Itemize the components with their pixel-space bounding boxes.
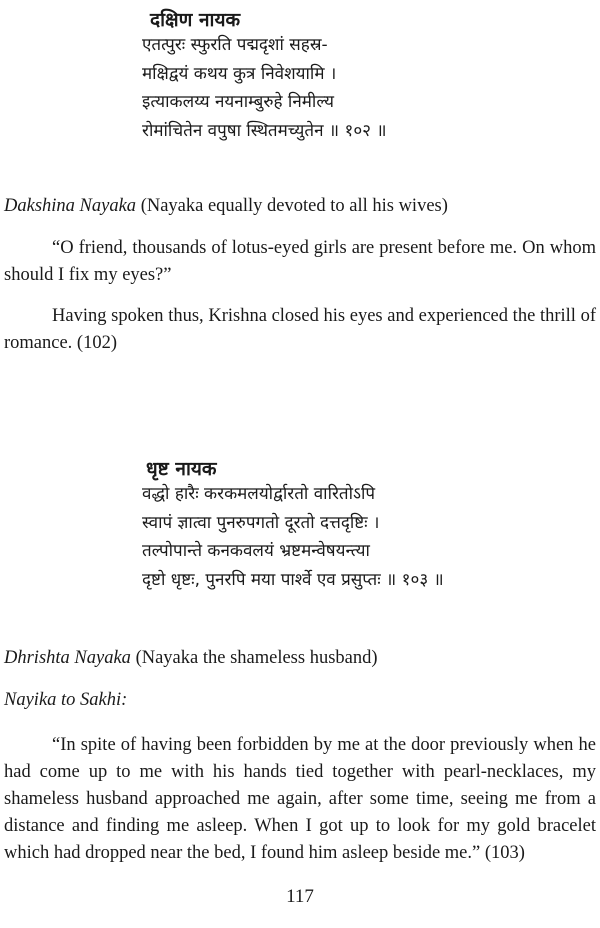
verse2-text <box>142 480 444 594</box>
verse1-title: दक्षिण नायक <box>150 9 241 31</box>
verse2-line: दृष्टो धृष्टः, पुनरपि मया पार्श्वे एव प्रसुप्तः ॥ १०३ ॥ <box>142 569 444 590</box>
page-number: 117 <box>286 886 314 907</box>
verse1-line: इत्याकलय्य नयनाम्बुरुहे निमील्य <box>142 92 334 112</box>
section2-heading-desc: (Nayaka the shameless husband) <box>130 648 378 668</box>
section1-heading <box>4 193 596 220</box>
verse2-line: स्वापं ज्ञात्वा पुनरुपगतो दूरतो दत्तदृष्टिः । <box>142 512 380 533</box>
section1-heading-title: Dakshina Nayaka <box>4 196 137 216</box>
verse1-line: मक्षिद्वयं कथय कुत्र निवेशयामि । <box>142 63 337 84</box>
verse1-line: एतत्पुरः स्फुरति पद्मदृशां सहस्र- <box>142 35 328 55</box>
section2-heading <box>4 645 596 672</box>
verse2-line: तल्पोपान्ते कनकवलयं भ्रष्टमन्वेषयन्त्या <box>142 541 370 561</box>
section1-para1: “O friend, thousands of lotus-eyed girls are present before me. On whom should I fix my eyes?” <box>4 238 596 285</box>
verse1-line: रोमांचितेन वपुषा स्थितमच्युतेन ॥ १०२ ॥ <box>142 120 387 141</box>
section2-para: “In spite of having been forbidden by me at the door previously when he had come up to me with his hands tied together with pearl-necklaces, my shameless husband approached me again, after some time, seeing me from a distance and finding me asleep. When I got up to look for my gold bracelet which had dropped near the bed, I found him asleep beside me.” (103) <box>4 735 596 863</box>
verse2-line: वद्धो हारैः करकमलयोर्द्वारतो वारितोऽपि <box>142 484 376 504</box>
section2-speaker: Nayika to Sakhi: <box>4 690 128 710</box>
verse2-title: धृष्ट नायक <box>146 458 217 480</box>
section2-heading-title: Dhrishta Nayaka <box>4 648 131 668</box>
section1-heading-desc: (Nayaka equally devoted to all his wives) <box>136 196 448 216</box>
verse1-text <box>142 31 387 145</box>
section1-para2: Having spoken thus, Krishna closed his eyes and experienced the thrill of romance. (102) <box>4 306 596 353</box>
